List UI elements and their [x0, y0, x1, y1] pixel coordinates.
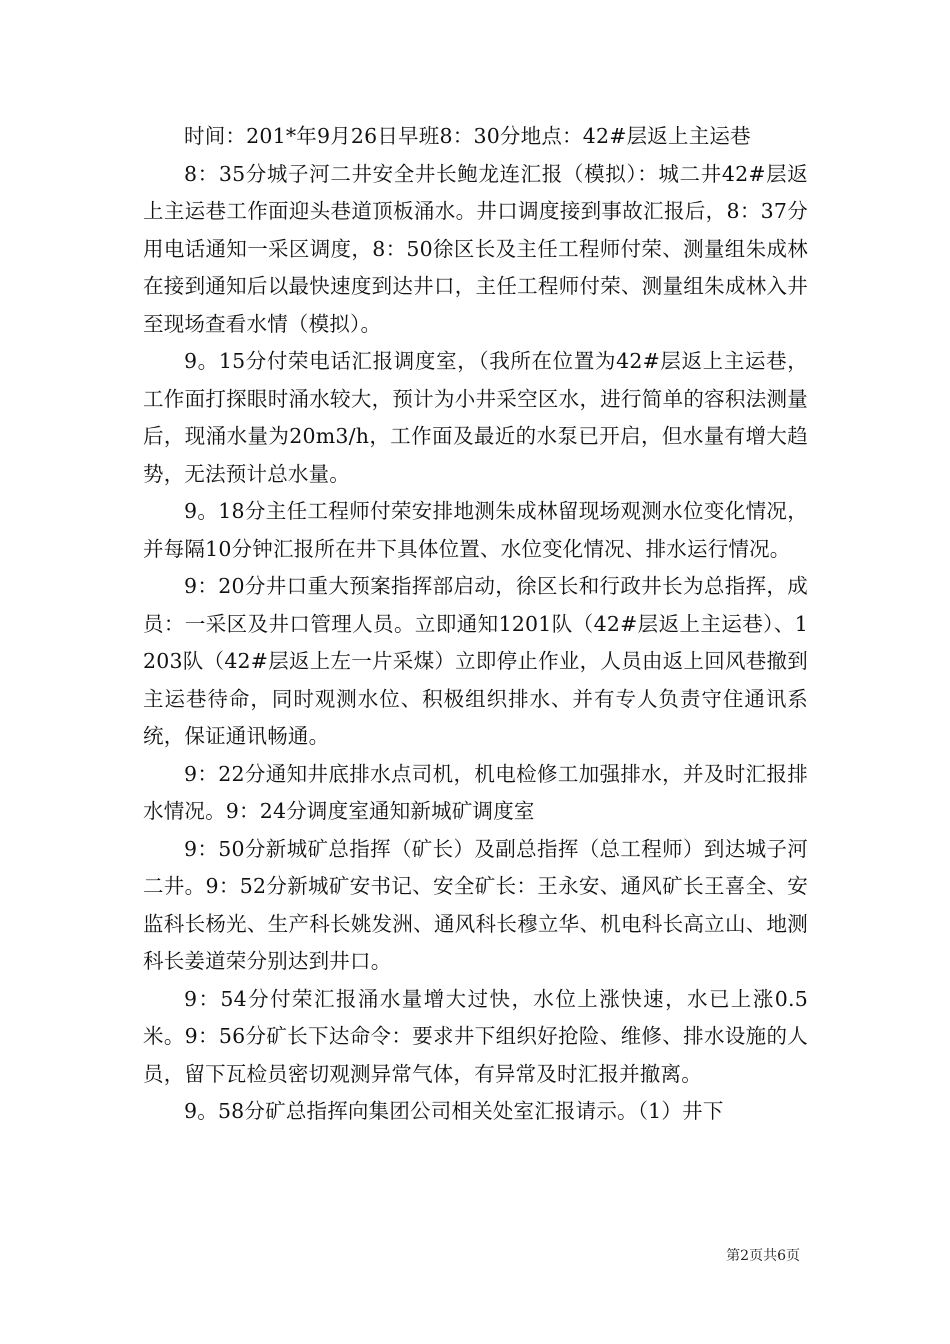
page-number-footer: 第2页共6页 — [726, 1248, 800, 1264]
paragraph-7: 9：50分新城矿总指挥（矿长）及副总指挥（总工程师）到达城子河二井。9：52分新城矿安书记、安全矿长：王永安、通风矿长王喜全、安监科长杨光、生产科长姚发洲、通风科长穆立华、机电科长高立山、地测科长姜道荣分别达到井口。 — [143, 836, 808, 973]
paragraph-9: 9。58分矿总指挥向集团公司相关处室汇报请示。（1）井下 — [184, 1099, 724, 1123]
paragraph-1: 时间：201*年9月26日早班8：30分地点：42#层返上主运巷 — [184, 124, 751, 148]
paragraph-3: 9。15分付荣电话汇报调度室，（我所在位置为42#层返上主运巷，工作面打探眼时涌水较大，预计为小井采空区水，进行简单的容积法测量后，现涌水量为20m3/h，工作面及最近的水泵已开启，但水量有增大趋势，无法预计总水量。 — [143, 349, 808, 486]
paragraph-5: 9：20分井口重大预案指挥部启动，徐区长和行政井长为总指挥，成员：一采区及井口管理人员。立即通知1201队（42#层返上主运巷）、1203队（42#层返上左一片采煤）立即停止作业，人员由返上回风巷撤到主运巷待命，同时观测水位、积极组织排水、并有专人负责守住通讯系统，保证通讯畅通。 — [143, 574, 808, 748]
paragraph-6: 9：22分通知井底排水点司机，机电检修工加强排水，并及时汇报排水情况。9：24分调度室通知新城矿调度室 — [143, 761, 808, 823]
document-body — [143, 118, 808, 1131]
paragraph-4: 9。18分主任工程师付荣安排地测朱成林留现场观测水位变化情况，并每隔10分钟汇报所在井下具体位置、水位变化情况、排水运行情况。 — [143, 499, 808, 561]
paragraph-2: 8：35分城子河二井安全井长鲍龙连汇报（模拟）：城二井42#层返上主运巷工作面迎头巷道顶板涌水。井口调度接到事故汇报后，8：37分用电话通知一采区调度，8：50徐区长及主任工程师付荣、测量组朱成林在接到通知后以最快速度到达井口，主任工程师付荣、测量组朱成林入井至现场查看水情（模拟）。 — [143, 161, 808, 336]
paragraph-8: 9：54分付荣汇报涌水量增大过快，水位上涨快速，水已上涨0.5米。9：56分矿长下达命令：要求井下组织好抢险、维修、排水设施的人员，留下瓦检员密切观测异常气体，有异常及时汇报并撤离。 — [143, 986, 808, 1086]
